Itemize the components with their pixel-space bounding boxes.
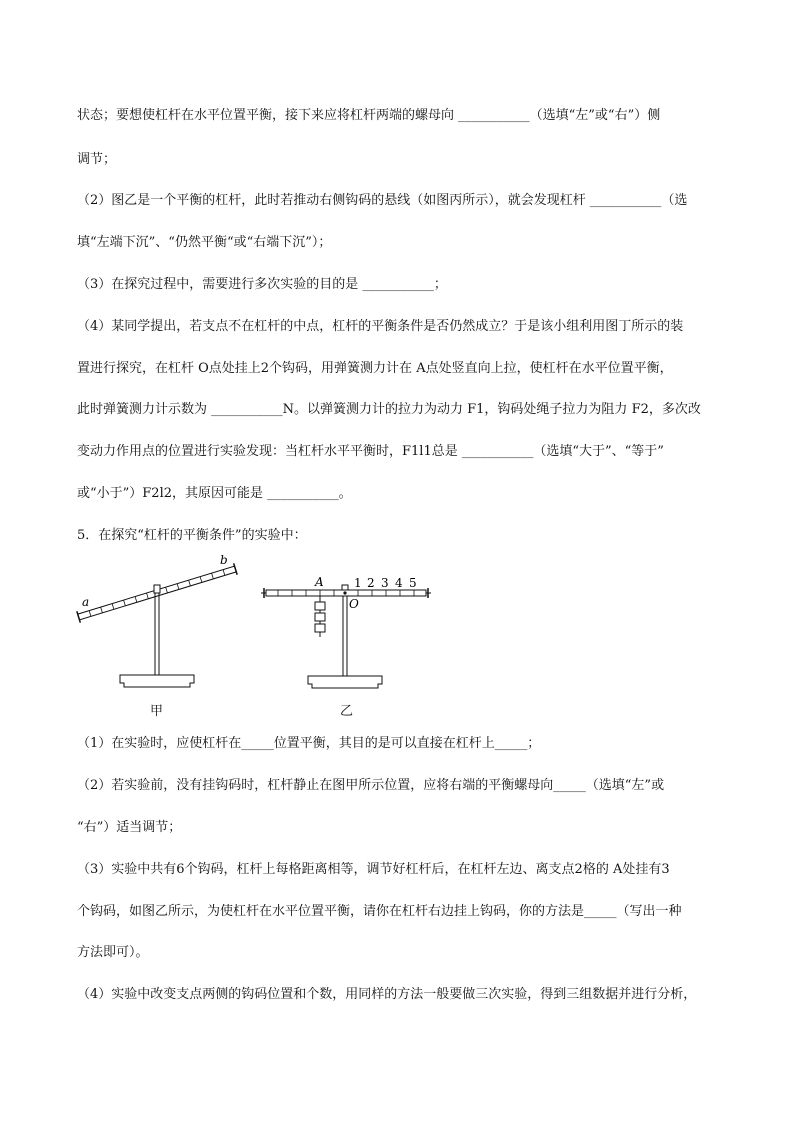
q5-sub4-line: （4）实验中改变支点两侧的钩码位置和个数，用同样的方法一般要做三次实验，得到三组数据并进行分析，	[77, 987, 697, 1002]
q4-text-line: 状态；要想使杠杆在水平位置平衡，接下来应将杠杆两端的螺母向 ___________（选填“左”或“右”）侧	[77, 108, 661, 123]
q5-sub1-line: （1）在实验时，应使杠杆在_____位置平衡，其目的是可以直接在杠杆上_____；	[77, 736, 541, 751]
label-O: O	[349, 597, 359, 611]
tick-number: 4	[395, 576, 403, 590]
q5-sub2-line: （2）若实验前，没有挂钩码时，杠杆静止在图甲所示位置，应将右端的平衡螺母向_____（选填“左”或	[77, 778, 665, 793]
q4-sub4-line: 变动力作用点的位置进行实验发现：当杠杆水平平衡时，F1l1总是 ___________（选填“大于”、“等于”	[77, 444, 664, 459]
q4-sub2-line: 填“左端下沉”、“仍然平衡“或“右端下沉”）；	[77, 235, 332, 250]
figure-yi-caption: 乙	[340, 704, 354, 719]
label-b: b	[220, 555, 228, 567]
figure-jia-caption: 甲	[150, 704, 164, 719]
q4-sub4-line: 置进行探究，在杠杆 O点处挂上2个钩码，用弹簧测力计在 A点处竖直向上拉，使杠杆在水平位置平衡，	[77, 361, 673, 376]
q4-text-line: 调节；	[77, 152, 117, 167]
q4-sub4-line: （4）某同学提出，若支点不在杠杆的中点，杠杆的平衡条件是否仍然成立？于是该小组利用图丁所示的装	[77, 319, 684, 334]
label-A: A	[315, 575, 324, 589]
q5-sub3-line: （3）实验中共有6个钩码，杠杆上每格距离相等，调节好杠杆后，在杠杆左边、离支点2格的 A处挂有3	[77, 862, 670, 877]
q4-sub2-line: （2）图乙是一个平衡的杠杆，此时若推动右侧钩码的悬线（如图丙所示），就会发现杠杆 ___________（选	[77, 193, 688, 208]
q4-sub4-line: 或“小于”）F2l2，其原因可能是 ___________。	[77, 486, 352, 501]
q4-sub4-line: 此时弹簧测力计示数为 ___________N。以弹簧测力计的拉力为动力 F1，钩码处绳子拉力为阻力 F2，多次改	[77, 402, 701, 417]
tick-number: 2	[367, 576, 375, 590]
q5-sub2-line: “右”）适当调节；	[77, 820, 182, 835]
q4-sub3-line: （3）在探究过程中，需要进行多次实验的目的是 ___________；	[77, 277, 447, 292]
tick-number: 5	[409, 576, 417, 590]
tick-number: 1	[354, 576, 362, 590]
label-a: a	[82, 595, 90, 609]
q5-title: 5．在探究“杠杆的平衡条件”的实验中：	[77, 528, 307, 543]
tick-number: 3	[381, 576, 389, 590]
figure-jia-lever-tilted	[72, 555, 242, 695]
figure-yi-lever-balanced	[258, 572, 433, 694]
q5-sub3-line: 方法即可）。	[77, 945, 149, 960]
q5-sub3-line: 个钩码，如图乙所示，为使杠杆在水平位置平衡，请你在杠杆右边挂上钩码，你的方法是_____（写出一种	[77, 904, 682, 919]
